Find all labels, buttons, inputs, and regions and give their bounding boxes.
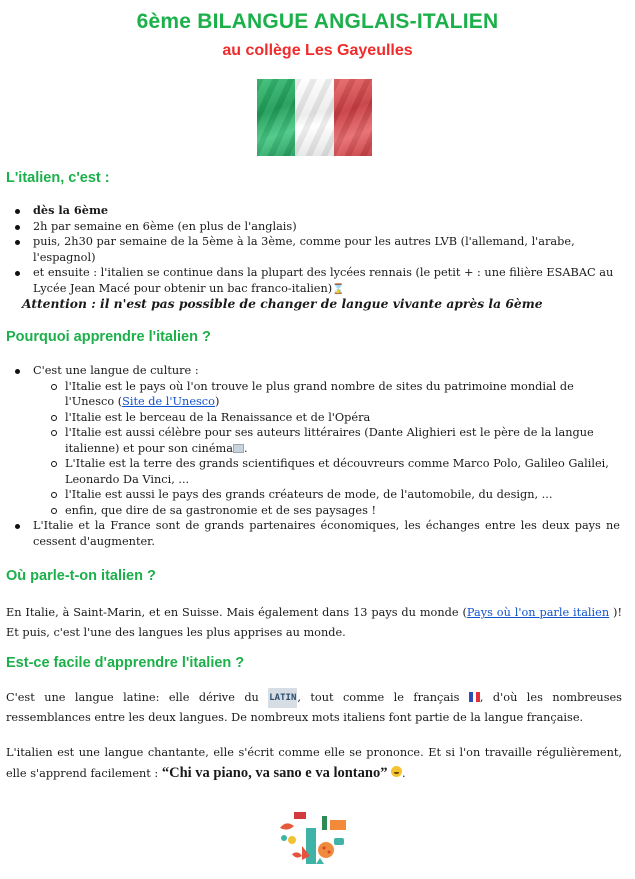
bullet-icon [15, 369, 20, 374]
circle-bullet-icon [51, 415, 57, 421]
flag-red-band [334, 79, 372, 156]
bullet-icon [15, 271, 20, 276]
heading-est-ce-facile: Est-ce facile d'apprendre l'italien ? [6, 655, 245, 671]
circle-bullet-icon [51, 492, 57, 498]
sublist-item: l'Italie est aussi célèbre pour ses auteurs littéraires (Dante Alighieri est le père de la langue italienne) et pour son cinéma . [51, 425, 620, 456]
french-flag-icon [469, 689, 480, 699]
list-item: 2h par semaine en 6ème (en plus de l'anglais) [15, 219, 620, 235]
circle-bullet-icon [51, 461, 57, 467]
heading-pourquoi: Pourquoi apprendre l'italien ? [6, 329, 211, 345]
bullet-icon [15, 209, 20, 214]
heart-tower [306, 828, 316, 864]
list-item: C'est une langue de culture : l'Italie est le pays où l'on trouve le plus grand nombre de sites du patrimoine mondial de l'Unesco (Site de l'Unesco) l'Italie est le berceau de la Renaissance et de l'Opéra l'Italie est aussi célèbre pour ses auteurs littéraires (Dante Alighieri est le père de la langue italienne) et pour son cinéma . L'Italie est la terre des grands scientifiques et découvreurs comme Marco Polo, Galileo Galilei, Leonardo Da Vinci, ... l'Italie est aussi le pays des grands créateurs de mode, de l'automobile, du design, ... enfin, que dire de sa gastronomie et de ses paysages ! [15, 363, 620, 518]
list-item: L'Italie et la France sont de grands partenaires économiques, les échanges entre les deux pays ne cessent d'augmenter. [15, 518, 620, 549]
sublist-item: l'Italie est le pays où l'on trouve le plus grand nombre de sites du patrimoine mondial de l'Unesco (Site de l'Unesco) [51, 379, 620, 410]
sublist-item: l'Italie est le berceau de la Renaissance et de l'Opéra [51, 410, 620, 426]
bullet-icon [15, 240, 20, 245]
latin-paragraph: C'est une langue latine: elle dérive du LATIN, tout comme le français , d'où les nombreuses ressemblances entre les deux langues. De nombreux mots italiens font partie de la langue française. [6, 688, 622, 728]
smiley-icon [391, 766, 402, 777]
list-item: puis, 2h30 par semaine de la 5ème à la 3ème, comme pour les autres LVB (l'allemand, l'arabe, l'espagnol) [15, 234, 620, 265]
italian-flag-image [257, 79, 372, 156]
culture-sublist [33, 379, 620, 519]
latin-emoji-icon: LATIN [268, 688, 297, 708]
flag-green-band [257, 79, 295, 156]
unesco-link[interactable]: Site de l'Unesco [122, 395, 215, 408]
bullet-icon [15, 225, 20, 230]
circle-bullet-icon [51, 430, 57, 436]
flag-white-band [295, 79, 333, 156]
page-title: 6ème BILANGUE ANGLAIS-ITALIEN [136, 10, 499, 33]
sublist-item: enfin, que dire de sa gastronomie et de ses paysages ! [51, 503, 620, 519]
italien-facts-list [15, 203, 620, 297]
italy-heart-illustration [272, 806, 354, 876]
heart-pizza [318, 842, 334, 858]
countries-link[interactable]: Pays où l'on parle italien [466, 606, 610, 619]
circle-bullet-icon [51, 384, 57, 390]
bullet-icon [15, 524, 20, 529]
list-item: dès la 6ème [15, 203, 620, 219]
reasons-list [15, 363, 620, 549]
sublist-item: L'Italie est la terre des grands scientifiques et découvreurs comme Marco Polo, Galileo Galilei, Leonardo Da Vinci, ... [51, 456, 620, 487]
chantante-paragraph: L'italien est une langue chantante, elle s'écrit comme elle se prononce. Et si l'on travaille régulièrement, elle s'apprend facilement : “Chi va piano, va sano e va lontano” . [6, 746, 622, 781]
circle-bullet-icon [51, 508, 57, 514]
film-emoji-icon [233, 444, 244, 453]
list-item: et ensuite : l'italien se continue dans la plupart des lycées rennais (le petit + : une filière ESABAC au Lycée Jean Macé pour obtenir un bac franco-italien)⌛ [15, 265, 620, 297]
sublist-item: l'Italie est aussi le pays des grands créateurs de mode, de l'automobile, du design, ... [51, 487, 620, 503]
page-subtitle: au collège Les Gayeulles [222, 42, 413, 59]
heart-colosseum [330, 820, 346, 830]
attention-note: Attention : il n'est pas possible de changer de langue vivante après la 6ème [22, 296, 543, 311]
graduate-emoji-icon: ⌛ [332, 283, 345, 295]
where-spoken-paragraph: En Italie, à Saint-Marin, et en Suisse. Mais également dans 13 pays du monde (Pays où l'on parle italien )! Et puis, c'est l'une des langues les plus apprises au monde. [6, 606, 622, 639]
italian-proverb: “Chi va piano, va sano e va lontano” [161, 765, 388, 781]
heading-ou-parle-t-on: Où parle-t-on italien ? [6, 568, 156, 584]
heading-italien-cest: L'italien, c'est : [6, 170, 110, 186]
